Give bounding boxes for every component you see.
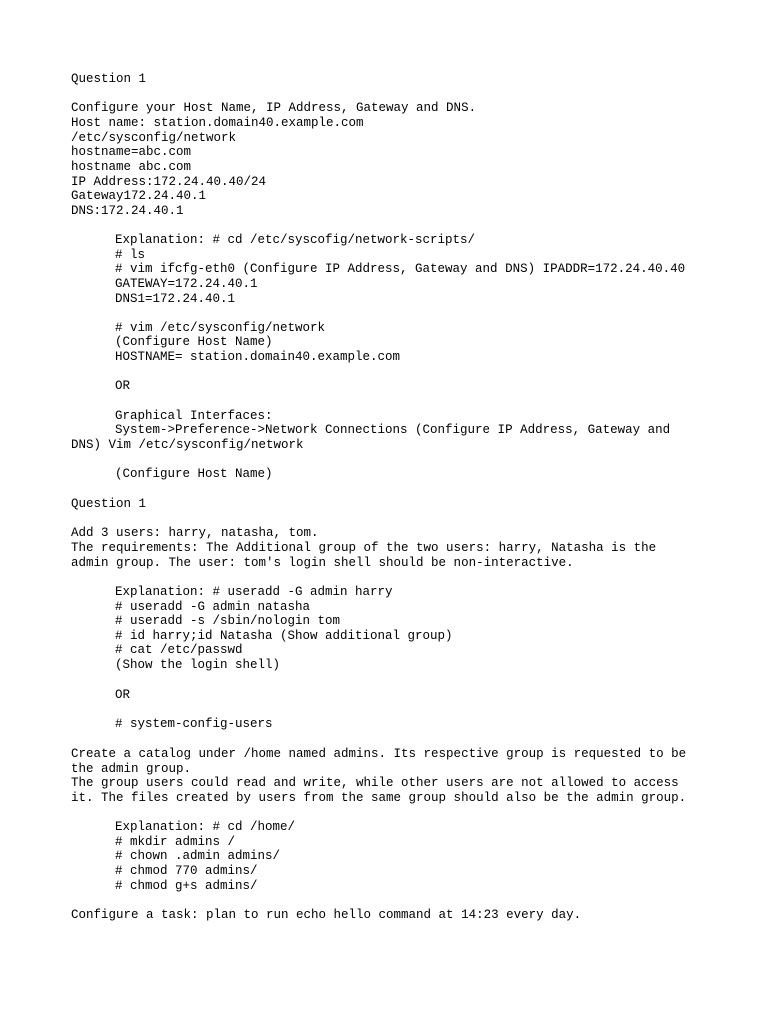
command-line: # mkdir admins / xyxy=(115,835,236,849)
command-line: System->Preference->Network Connections (Configure IP Address, Gateway and xyxy=(115,423,671,437)
command-line: # ls xyxy=(115,248,146,262)
task-text: it. The files created by users from the same group should also be the admin group. xyxy=(71,791,687,805)
task-text: hostname abc.com xyxy=(71,160,192,174)
command-line: # chown .admin admins/ xyxy=(115,849,281,863)
explanation-line: Explanation: # useradd -G admin harry xyxy=(115,585,393,599)
command-line: (Configure Host Name) xyxy=(115,335,273,349)
question-heading: Question 1 xyxy=(71,497,147,511)
command-line: # cat /etc/passwd xyxy=(115,643,243,657)
task-text: admin group. The user: tom's login shell should be non-interactive. xyxy=(71,556,574,570)
command-line: Graphical Interfaces: xyxy=(115,409,273,423)
task-text: Configure a task: plan to run echo hello command at 14:23 every day. xyxy=(71,908,582,922)
or-separator: OR xyxy=(115,688,131,702)
task-text: The group users could read and write, while other users are not allowed to access xyxy=(71,776,679,790)
command-line: # system-config-users xyxy=(115,717,273,731)
command-line: # useradd -s /sbin/nologin tom xyxy=(115,614,341,628)
command-line: HOSTNAME= station.domain40.example.com xyxy=(115,350,401,364)
task-text: Host name: station.domain40.example.com xyxy=(71,116,364,130)
command-line: # id harry;id Natasha (Show additional group) xyxy=(115,629,453,643)
command-line: (Show the login shell) xyxy=(115,658,281,672)
command-line: (Configure Host Name) xyxy=(115,467,273,481)
command-line: # vim /etc/sysconfig/network xyxy=(115,321,326,335)
question-heading: Question 1 xyxy=(71,72,147,86)
task-text: Create a catalog under /home named admins. Its respective group is requested to be xyxy=(71,747,687,761)
task-text: IP Address:172.24.40.40/24 xyxy=(71,175,267,189)
command-line: # chmod g+s admins/ xyxy=(115,879,258,893)
task-text: Configure your Host Name, IP Address, Gateway and DNS. xyxy=(71,101,477,115)
task-text: the admin group. xyxy=(71,762,192,776)
command-line: DNS1=172.24.40.1 xyxy=(115,292,236,306)
explanation-line: Explanation: # cd /etc/syscofig/network-scripts/ xyxy=(115,233,476,247)
or-separator: OR xyxy=(115,379,131,393)
task-text: Add 3 users: harry, natasha, tom. xyxy=(71,526,319,540)
command-line: # useradd -G admin natasha xyxy=(115,600,311,614)
task-text: /etc/sysconfig/network xyxy=(71,131,237,145)
task-text: The requirements: The Additional group of the two users: harry, Natasha is the xyxy=(71,541,657,555)
command-line: DNS) Vim /etc/sysconfig/network xyxy=(71,438,304,452)
command-line: # chmod 770 admins/ xyxy=(115,864,258,878)
explanation-line: Explanation: # cd /home/ xyxy=(115,820,296,834)
task-text: hostname=abc.com xyxy=(71,145,192,159)
command-line: GATEWAY=172.24.40.1 xyxy=(115,277,258,291)
task-text: Gateway172.24.40.1 xyxy=(71,189,207,203)
command-line: # vim ifcfg-eth0 (Configure IP Address, Gateway and DNS) IPADDR=172.24.40.40 xyxy=(115,262,686,276)
task-text: DNS:172.24.40.1 xyxy=(71,204,184,218)
